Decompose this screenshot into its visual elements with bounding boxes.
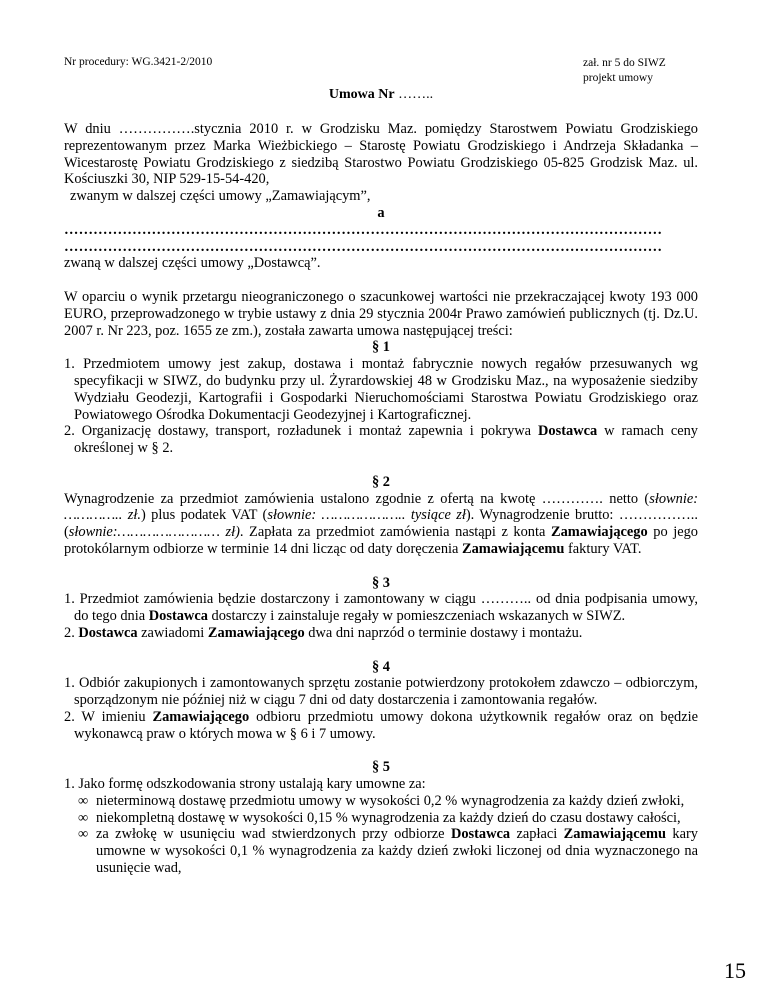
penalty-item: ∞ za zwłokę w usunięciu wad stwierdzonych przy odbiorze Dostawca zapłaci Zamawiającemu kary umowne w wysokości 0,1 % wynagrodzenia za każdy dzień zwłoki liczonej od dnia wyznaczonego na usunięcie wad, xyxy=(78,826,698,877)
preamble: W oparciu o wynik przetargu nieograniczonego o szacunkowej wartości nie przekraczającej kwoty 193 000 EURO, przeprowadzonego w trybie ustawy z dnia 29 stycznia 2004r Prawo zamówień publicznych (tj. Dz.U. 2007 r. Nr 223, poz. 1655 ze zm.), została zawarta umowa następującej treści: xyxy=(64,288,698,339)
annex-line-2: projekt umowy xyxy=(583,72,653,84)
section-3-item-1: 1. Przedmiot zamówienia będzie dostarczony i zamontowany w ciągu ……….. od dnia podpisania umowy, do tego dnia Dostawca dostarczy i zainstaluje regały w pomieszczeniach wskazanych w SIWZ. xyxy=(64,591,698,625)
dotted-line-2: …………………………………………………………………………………………………………… xyxy=(64,238,663,255)
annex-note xyxy=(583,56,666,86)
intro-and: a xyxy=(377,204,385,221)
section-1-heading: § 1 xyxy=(372,339,390,356)
infinity-bullet-icon: ∞ xyxy=(78,809,89,826)
section-3-item-2: 2. Dostawca zawiadomi Zamawiającego dwa dni naprzód o terminie dostawy i montażu. xyxy=(64,624,583,641)
section-2-heading: § 2 xyxy=(372,473,390,490)
infinity-bullet-icon: ∞ xyxy=(78,792,89,809)
penalty-item: ∞ niekompletną dostawę w wysokości 0,15 % wynagrodzenia za każdy dzień do czasu dostawy całości, xyxy=(78,809,681,826)
infinity-bullet-icon: ∞ xyxy=(78,826,89,843)
section-1-item-1: 1. Przedmiotem umowy jest zakup, dostawa i montaż fabrycznie nowych regałów przesuwanych wg specyfikacji w SIWZ, do budynku przy ul. Żyrardowskiej 48 w Grodzisku Maz., na wyposażenie siedziby Wydziału Geodezji, Kartografii i Gospodarki Nieruchomościami Starostwa Powiatu Grodziskiego oraz Powiatowego Ośrodka Dokumentacji Geodezyjnej i Kartograficznej. xyxy=(64,356,698,423)
intro-zamawiajacy: zwanym w dalszej części umowy „Zamawiającym”, xyxy=(70,188,371,205)
penalty-item: ∞ nieterminową dostawę przedmiotu umowy w wysokości 0,2 % wynagrodzenia za każdy dzień zwłoki, xyxy=(78,792,685,809)
contract-title xyxy=(64,87,698,103)
contract-body xyxy=(64,121,698,877)
section-4-item-1: 1. Odbiór zakupionych i zamontowanych sprzętu zostanie potwierdzony protokołem zdawczo – odbiorczym, sporządzonym nie później niż w ciągu 7 dni od daty dostarczenia i zamontowania regałów. xyxy=(64,675,698,709)
intro-dostawca: zwaną w dalszej części umowy „Dostawcą”. xyxy=(64,255,321,272)
intro-paragraph: W dniu …………….stycznia 2010 r. w Grodzisku Maz. pomiędzy Starostwem Powiatu Grodziskiego reprezentowanym przez Marka Wieżbickiego – Starostę Powiatu Grodziskiego i Andrzeja Składanka – Wicestarostę Powiatu Grodziskiego z siedzibą Starostwo Powiatu Grodziskiego 05-825 Grodzisk Maz. ul. Kościuszki 30, NIP 529-15-54-420, xyxy=(64,121,698,188)
contract-title-label: Umowa Nr xyxy=(328,87,395,102)
section-1-item-2: 2. Organizację dostawy, transport, rozładunek i montaż zapewnia i pokrywa Dostawca w ramach ceny określonej w § 2. xyxy=(64,423,698,457)
section-4-list xyxy=(64,675,698,742)
annex-line-1: zał. nr 5 do SIWZ xyxy=(583,57,666,69)
section-2-text: Wynagrodzenie za przedmiot zamówienia ustalono zgodnie z ofertą na kwotę …………. netto (słownie: ………….. zł.) plus podatek VAT (słownie: ……………….. tysiące zł). Wynagrodzenie brutto: ……………..(słownie:…………………… zł). Zapłata za przedmiot zamówienia nastąpi z konta Zamawiającego po jego protokólarnym odbiorze w terminie 14 dni licząc od daty doręczenia Zamawiającemu faktury VAT. xyxy=(64,490,699,557)
section-5-heading: § 5 xyxy=(372,759,390,776)
section-3-heading: § 3 xyxy=(372,574,390,591)
document-page xyxy=(64,0,746,994)
page-number: 15 xyxy=(724,958,746,983)
section-1-list xyxy=(64,356,698,457)
section-4-item-2: 2. W imieniu Zamawiającego odbioru przedmiotu umowy dokona użytkownik regałów oraz on będzie wykonawcą praw o których mowa w § 6 i 7 umowy. xyxy=(64,708,698,742)
section-4-heading: § 4 xyxy=(372,658,390,675)
contract-title-number: …….. xyxy=(398,87,434,102)
section-3-list xyxy=(64,591,698,641)
dotted-line-1: …………………………………………………………………………………………………………… xyxy=(64,221,663,238)
procedure-number: Nr procedury: WG.3421-2/2010 xyxy=(64,56,213,68)
section-5-item-1: 1. Jako formę odszkodowania strony ustalają kary umowne za: xyxy=(64,776,426,793)
section-5-penalties xyxy=(64,793,698,877)
